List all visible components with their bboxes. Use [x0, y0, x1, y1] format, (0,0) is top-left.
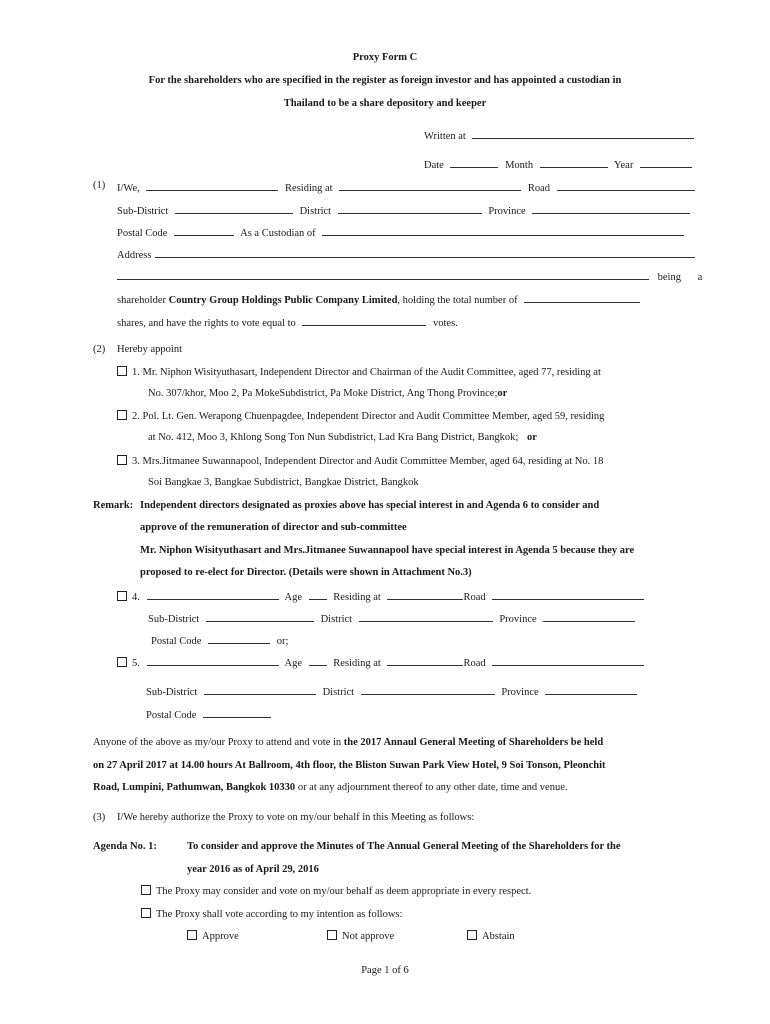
proxy-4-row3 — [151, 633, 288, 647]
page-number: Page 1 of 6 — [361, 965, 409, 976]
residing-at-field[interactable] — [339, 180, 521, 191]
abstain-label: Abstain — [482, 931, 515, 942]
proxy-1-row — [117, 366, 601, 378]
agenda1-line1: To consider and approve the Minutes of The Annual General Meeting of the Shareholders for the — [187, 841, 621, 852]
date-field[interactable] — [450, 157, 498, 168]
written-at-row — [424, 128, 694, 142]
iwe-label: I/We, — [117, 183, 140, 194]
section3-text: I/We hereby authorize the Proxy to vote on my/our behalf in this Meeting as follows: — [117, 812, 475, 823]
meeting-line3 — [93, 782, 568, 793]
month-label: Month — [505, 160, 534, 171]
meeting-line2: on 27 April 2017 at 14.00 hours At Ballroom, 4th floor, the Bliston Suwan Park View Hotel, 9 Soi Tonson, Pleonchit — [93, 760, 606, 771]
as-custodian-label: As a Custodian of — [240, 228, 316, 239]
proxy-4-district-field[interactable] — [359, 611, 493, 622]
agenda1-opt1-label: The Proxy may consider and vote on my/our behalf as deem appropriate in every respect. — [156, 886, 532, 897]
proxy-4-province-field[interactable] — [543, 611, 635, 622]
address-line2-field[interactable] — [117, 269, 649, 280]
year-field[interactable] — [640, 157, 692, 168]
address-label: Address — [117, 250, 152, 261]
section1-row4 — [117, 247, 695, 261]
remark-label: Remark: — [93, 500, 134, 511]
meeting-line1-bold: the 2017 Annaul General Meeting of Shareholders be held — [343, 737, 604, 748]
being-a-label: a — [697, 272, 703, 283]
proxy-1-line2: No. 307/khor, Moo 2, Pa MokeSubdistrict, Pa Moke District, Ang Thong Province; — [148, 388, 498, 399]
date-row — [424, 157, 692, 171]
remark-line4: proposed to re-elect for Director. (Details were shown in Attachment No.3) — [140, 567, 472, 578]
proxy-4-age-label: Age — [284, 592, 303, 603]
proxy-2-line2-row — [148, 432, 537, 443]
proxy-5-row — [117, 655, 644, 669]
proxy-3-checkbox[interactable] — [117, 455, 127, 465]
proxy-5-residing-field[interactable] — [387, 655, 463, 666]
proxy-4-number: 4. — [132, 592, 140, 603]
province-field[interactable] — [532, 203, 690, 214]
proxy-4-residing-label: Residing at — [333, 592, 381, 603]
proxy-4-sub-district-label: Sub-District — [148, 614, 200, 625]
remark-line3: Mr. Niphon Wisityuthasart and Mrs.Jitmanee Suwannapool have special interest in Agenda 5 because they are — [140, 545, 635, 556]
meeting-line3-bold: Road, Lumpini, Pathumwan, Bangkok 10330 — [93, 782, 296, 793]
proxy-2-line1: 2. Pol. Lt. Gen. Werapong Chuenpagdee, Independent Director and Audit Committee Member, aged 59, residing — [132, 411, 605, 422]
proxy-5-sub-district-label: Sub-District — [146, 687, 198, 698]
date-label: Date — [424, 160, 444, 171]
shareholder-label: shareholder — [117, 295, 166, 306]
proxy-5-road-field[interactable] — [492, 655, 644, 666]
written-at-label: Written at — [424, 131, 466, 142]
approve-option — [187, 930, 239, 942]
proxy-5-checkbox[interactable] — [117, 657, 127, 667]
proxy-5-postal-label: Postal Code — [146, 710, 197, 721]
remark-line1: Independent directors designated as proxies above has special interest in and Agenda 6 to consider and — [140, 500, 600, 511]
section1-row1 — [117, 180, 695, 194]
section1-row7 — [117, 315, 458, 329]
form-title: Proxy Form C — [352, 52, 418, 63]
proxy-5-name-field[interactable] — [147, 655, 279, 666]
province-label: Province — [488, 206, 526, 217]
approve-label: Approve — [202, 931, 239, 942]
proxy-4-sub-district-field[interactable] — [206, 611, 314, 622]
section3-number: (3) — [93, 812, 106, 823]
proxy-5-row2 — [146, 684, 637, 698]
proxy-5-postal-field[interactable] — [203, 707, 271, 718]
total-shares-field[interactable] — [524, 292, 640, 303]
proxy-4-or: or; — [276, 636, 289, 647]
section1-row3 — [117, 225, 684, 239]
proxy-5-district-label: District — [322, 687, 355, 698]
company-name: Country Group Holdings Public Company Limited — [168, 295, 398, 306]
proxy-4-checkbox[interactable] — [117, 591, 127, 601]
proxy-5-sub-district-field[interactable] — [204, 684, 316, 695]
being-label: being — [657, 272, 681, 283]
section1-number: (1) — [93, 180, 106, 191]
district-field[interactable] — [338, 203, 482, 214]
road-field[interactable] — [557, 180, 695, 191]
proxy-4-road-label: Road — [463, 592, 486, 603]
name-field[interactable] — [146, 180, 278, 191]
abstain-option — [467, 930, 515, 942]
sub-district-field[interactable] — [175, 203, 293, 214]
section1-row6 — [117, 292, 640, 306]
proxy-4-district-label: District — [320, 614, 353, 625]
proxy-2-line2: at No. 412, Moo 3, Khlong Song Ton Nun Subdistrict, Lad Kra Bang District, Bangkok; — [148, 432, 519, 443]
proxy-2-checkbox[interactable] — [117, 410, 127, 420]
proxy-5-row3 — [146, 707, 271, 721]
not-approve-checkbox[interactable] — [327, 930, 337, 940]
proxy-5-age-field[interactable] — [309, 655, 327, 666]
proxy-4-row — [117, 589, 644, 603]
proxy-1-line2-row — [148, 388, 507, 399]
year-label: Year — [613, 160, 634, 171]
holding-label: , holding the total number of — [397, 295, 518, 306]
section1-row5 — [117, 269, 702, 283]
proxy-1-or: or — [497, 388, 508, 399]
meeting-line1 — [93, 737, 603, 748]
not-approve-label: Not approve — [342, 931, 395, 942]
month-field[interactable] — [540, 157, 608, 168]
proxy-1-checkbox[interactable] — [117, 366, 127, 376]
shares-votes-label: shares, and have the rights to vote equal to — [117, 318, 296, 329]
proxy-4-age-field[interactable] — [309, 589, 327, 600]
proxy-2-or: or — [526, 432, 537, 443]
meeting-line1-text: Anyone of the above as my/our Proxy to attend and vote in — [93, 737, 342, 748]
proxy-5-province-field[interactable] — [545, 684, 637, 695]
proxy-5-number: 5. — [132, 658, 140, 669]
agenda1-opt2-row — [141, 908, 402, 920]
agenda1-opt2-label: The Proxy shall vote according to my intention as follows: — [156, 909, 403, 920]
approve-checkbox[interactable] — [187, 930, 197, 940]
written-at-field[interactable] — [472, 128, 694, 139]
section2-number: (2) — [93, 344, 106, 355]
agenda1-opt1-checkbox[interactable] — [141, 885, 151, 895]
district-label: District — [299, 206, 332, 217]
postal-code-label: Postal Code — [117, 228, 168, 239]
postal-code-field[interactable] — [174, 225, 234, 236]
proxy-5-residing-label: Residing at — [333, 658, 381, 669]
agenda1-label: Agenda No. 1: — [93, 841, 157, 852]
proxy-3-line1: 3. Mrs.Jitmanee Suwannapool, Independent Director and Audit Committee Member, aged 64, residing at No. 18 — [132, 456, 604, 467]
remark-line2: approve of the remuneration of director and sub-committee — [140, 522, 407, 533]
address-field[interactable] — [155, 247, 695, 258]
proxy-4-row2 — [148, 611, 635, 625]
agenda1-line2: year 2016 as of April 29, 2016 — [187, 864, 319, 875]
proxy-3-row — [117, 455, 603, 467]
proxy-5-province-label: Province — [501, 687, 539, 698]
proxy-4-road-field[interactable] — [492, 589, 644, 600]
proxy-3-line2: Soi Bangkae 3, Bangkae Subdistrict, Bangkae District, Bangkok — [148, 477, 419, 488]
proxy-1-line1: 1. Mr. Niphon Wisityuthasart, Independent Director and Chairman of the Audit Committee, aged 77, residing at — [132, 367, 601, 378]
proxy-5-district-field[interactable] — [361, 684, 495, 695]
proxy-4-name-field[interactable] — [147, 589, 279, 600]
proxy-4-residing-field[interactable] — [387, 589, 463, 600]
residing-at-label: Residing at — [285, 183, 333, 194]
road-label: Road — [527, 183, 550, 194]
form-subtitle-line2: Thailand to be a share depository and keeper — [283, 98, 487, 109]
votes-field[interactable] — [302, 315, 426, 326]
proxy-4-province-label: Province — [499, 614, 537, 625]
section2-heading: Hereby appoint — [117, 344, 183, 355]
proxy-5-age-label: Age — [284, 658, 303, 669]
proxy-4-postal-field[interactable] — [208, 633, 270, 644]
proxy-4-postal-label: Postal Code — [151, 636, 202, 647]
votes-label: votes. — [433, 318, 458, 329]
section1-row2 — [117, 203, 690, 217]
agenda1-opt2-checkbox[interactable] — [141, 908, 151, 918]
sub-district-label: Sub-District — [117, 206, 169, 217]
custodian-of-field[interactable] — [322, 225, 684, 236]
meeting-line3-text: or at any adjournment thereof to any other date, time and venue. — [297, 782, 568, 793]
abstain-checkbox[interactable] — [467, 930, 477, 940]
form-subtitle-line1: For the shareholders who are specified in the register as foreign investor and has appointed a custodian in — [148, 75, 622, 86]
proxy-2-row — [117, 410, 604, 422]
proxy-5-road-label: Road — [463, 658, 486, 669]
not-approve-option — [327, 930, 394, 942]
agenda1-opt1-row — [141, 885, 531, 897]
